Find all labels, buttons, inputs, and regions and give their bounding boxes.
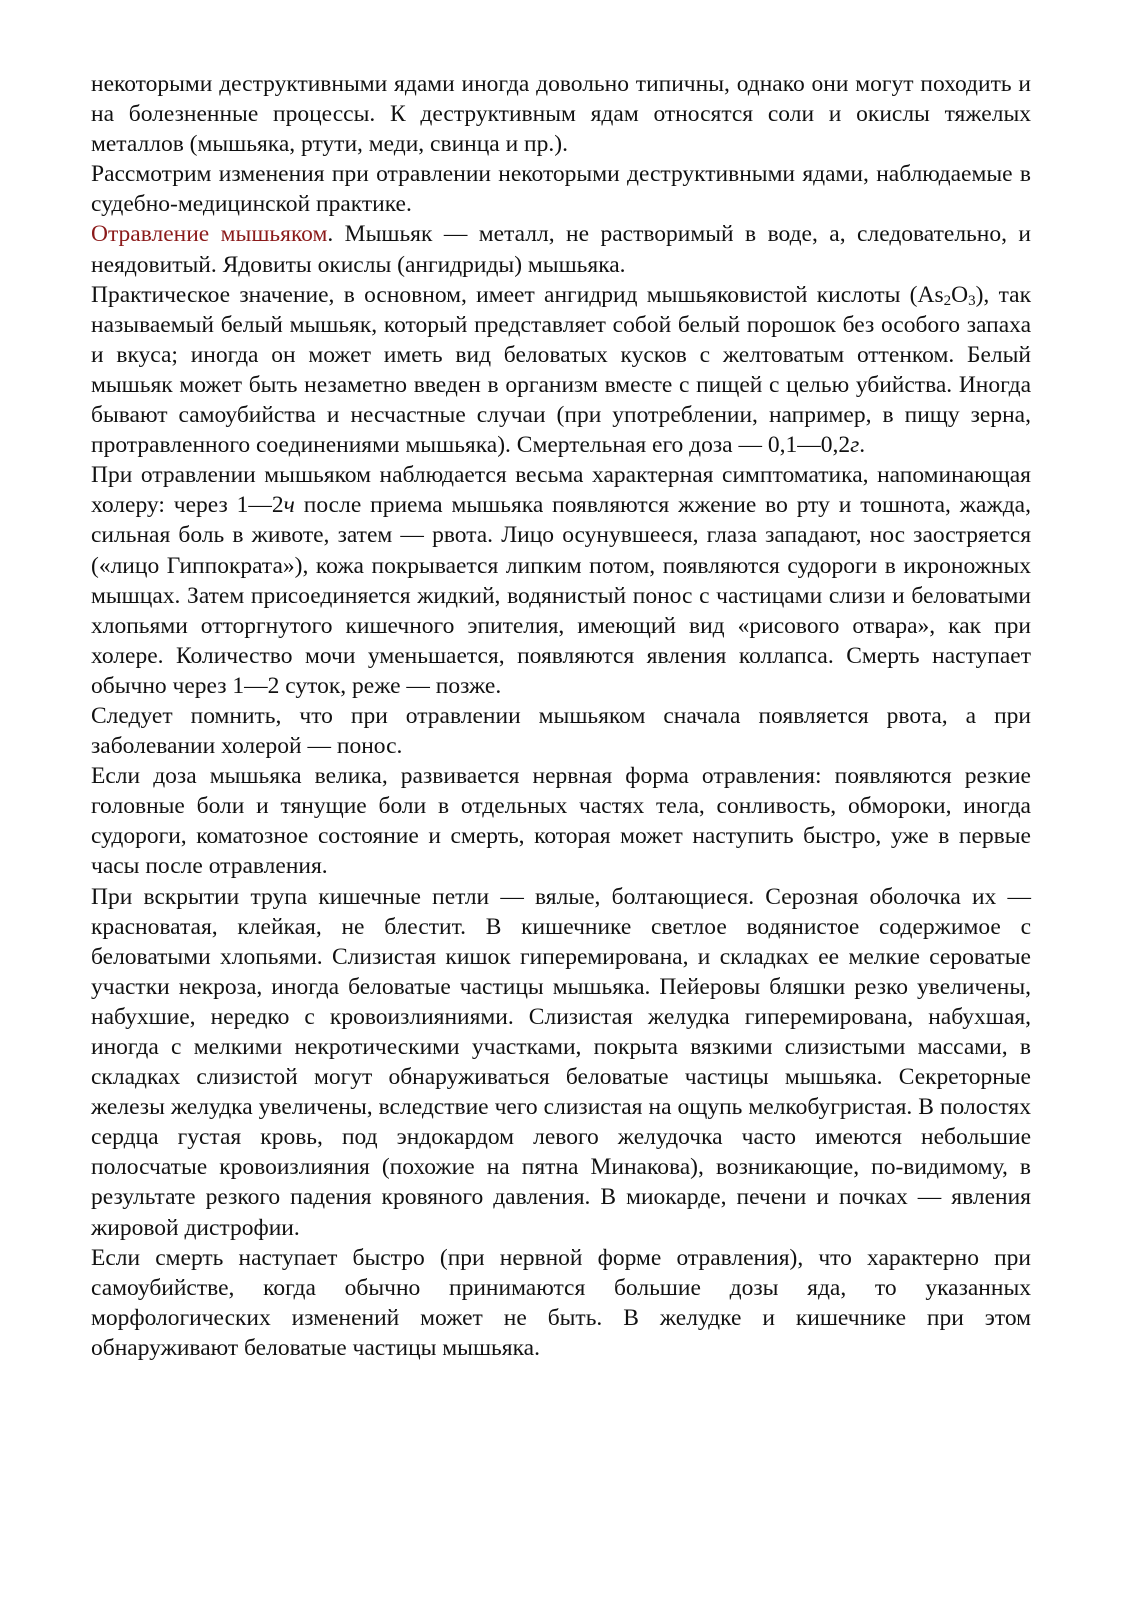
- formula-subscript: 3: [968, 292, 976, 309]
- paragraph-3: [91, 219, 1031, 279]
- paragraph-text: Следует помнить, что при отравлении мышьяком сначала появляется рвота, а при заболевании холерой — понос.: [91, 702, 1031, 760]
- paragraph-text: после приема мышьяка появляются жжение во рту и тошнота, жажда, сильная боль в животе, затем — рвота. Лицо осунувшееся, глаза западают, нос заостряется («лицо Гиппократа»), кожа покрывается липким потом, появляются судороги в икроножных мышцах. Затем присоединяется жидкий, водянистый понос с частицами слизи и беловатыми хлопьями отторгнутого кишечного эпителия, имеющий вид «рисового отвара», как при холере. Количество мочи уменьшается, появляются явления коллапса. Смерть наступает обычно через 1—2 суток, реже — позже.: [91, 492, 1031, 699]
- paragraph-text: некоторыми деструктивными ядами иногда довольно типичны, однако они могут походить и на болезненные процессы. К деструктивным ядам относятся соли и окислы тяжелых металлов (мышьяка, ртути, меди, свинца и пр.).: [91, 71, 1031, 158]
- paragraph-9: [91, 1243, 1031, 1363]
- formula-subscript: 2: [943, 292, 952, 309]
- paragraph-7: [91, 761, 1031, 881]
- formula-element-as: As: [917, 281, 944, 308]
- paragraph-text: ), так называемый белый мышьяк, который представляет собой белый порошок без особого запаха и вкуса; иногда он может иметь вид беловатых кусков с желтоватым оттенком. Белый мышьяк может быть незаметно введен в организм вместе с пищей с целью убийства. Иногда бывают самоубийства и несчастные случаи (при употреблении, например, в пищу зерна, протравленного соединениями мышьяка). Смертельная его доза — 0,1—0,2: [91, 281, 1032, 459]
- paragraph-2: [91, 159, 1031, 219]
- unit-hour: ч: [283, 492, 295, 519]
- paragraph-text: Рассмотрим изменения при отравлении некоторыми деструктивными ядами, наблюдаемые в судебно-медицинской практике.: [91, 161, 1031, 218]
- paragraph-text: При отравлении мышьяком наблюдается весьма характерная симптоматика, напоминающая холеру: через 1—2: [91, 462, 1031, 519]
- document-page: [91, 69, 1031, 1363]
- paragraph-1: [91, 69, 1031, 159]
- unit-gram: г: [850, 432, 860, 459]
- section-heading-arsenic-poisoning: Отравление мышьяком: [91, 221, 328, 248]
- paragraph-6: [91, 701, 1031, 761]
- paragraph-text: .: [859, 432, 866, 459]
- paragraph-text: Если доза мышьяка велика, развивается нервная форма отравления: появляются резкие головные боли и тянущие боли в отдельных частях тела, сонливость, обмороки, иногда судороги, коматозное состояние и смерть, которая может наступить быстро, уже в первые часы после отравления.: [91, 763, 1031, 880]
- chemical-formula: [918, 282, 976, 308]
- paragraph-text: Практическое значение, в основном, имеет ангидрид мышьяковистой кислоты (: [91, 281, 918, 308]
- paragraph-5: [91, 460, 1031, 701]
- paragraph-8: [91, 882, 1031, 1243]
- paragraph-text: При вскрытии трупа кишечные петли — вялые, болтающиеся. Серозная оболочка их — красноватая, клейкая, не блестит. В кишечнике светлое водянистое содержимое с беловатыми хлопьями. Слизистая кишок гиперемирована, и складках ее мелкие сероватые участки некроза, иногда беловатые частицы мышьяка. Пейеровы бляшки резко увеличены, набухшие, нередко с кровоизлияниями. Слизистая желудка гиперемирована, набухшая, иногда с мелкими некротическими участками, покрыта вязкими слизистыми массами, в складках слизистой могут обнаруживаться беловатые частицы мышьяка. Секреторные железы желудка увеличены, вследствие чего слизистая на ощупь мелкобугристая. В полостях сердца густая кровь, под эндокардом левого желудочка часто имеются небольшие полосчатые кровоизлияния (похожие на пятна Минакова), возникающие, по-видимому, в результате резкого падения кровяного давления. В миокарде, печени и почках — явления жировой дистрофии.: [91, 883, 1031, 1241]
- paragraph-text: . Мышьяк — металл, не растворимый в воде, а, следовательно, и неядовитый. Ядовиты окислы (ангидриды) мышьяка.: [91, 221, 1031, 278]
- paragraph-4: [91, 280, 1031, 461]
- formula-element-o: O: [951, 281, 969, 308]
- paragraph-text: Если смерть наступает быстро (при нервной форме отравления), что характерно при самоубийстве, когда обычно принимаются большие дозы яда, то указанных морфологических изменений может не быть. В желудке и кишечнике при этом обнаруживают беловатые частицы мышьяка.: [91, 1244, 1031, 1361]
